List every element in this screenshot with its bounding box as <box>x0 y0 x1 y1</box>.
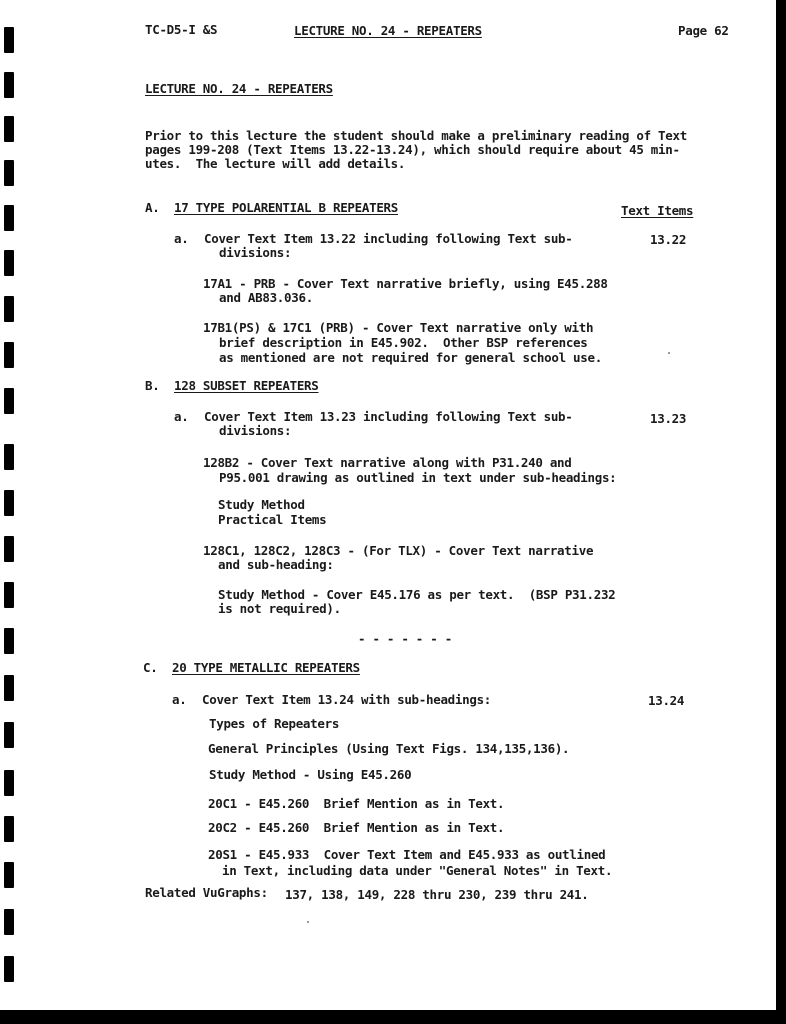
item-line: divisions: <box>219 245 292 260</box>
punch-hole <box>4 296 14 322</box>
section-letter: A. <box>145 200 160 215</box>
text-item-ref: 13.22 <box>650 232 687 247</box>
intro-line: utes. The lecture will add details. <box>145 156 406 171</box>
block-line: Practical Items <box>218 512 327 527</box>
section-heading: 17 TYPE POLARENTIAL B REPEATERS <box>174 200 398 215</box>
scan-border-right <box>776 0 786 1024</box>
block-line: brief description in E45.902. Other BSP references <box>219 335 588 350</box>
text-item-ref: 13.24 <box>648 693 685 708</box>
block-line: 17A1 - PRB - Cover Text narrative briefly, using E45.288 <box>203 276 608 291</box>
punch-hole <box>4 388 14 414</box>
section-letter: C. <box>143 660 158 675</box>
punch-hole <box>4 250 14 276</box>
punch-hole <box>4 628 14 654</box>
punch-hole <box>4 27 14 53</box>
block-line: is not required). <box>218 601 341 616</box>
punch-hole <box>4 675 14 701</box>
punch-hole <box>4 116 14 142</box>
block-line: P95.001 drawing as outlined in text under sub-headings: <box>219 470 617 485</box>
page-number: Page 62 <box>678 23 729 38</box>
block-line: and sub-heading: <box>218 557 334 572</box>
related-vugraphs-label: Related VuGraphs: <box>145 885 268 900</box>
lecture-title: LECTURE NO. 24 - REPEATERS <box>145 81 333 96</box>
block-line: Types of Repeaters <box>209 716 340 731</box>
section-separator: - - - - - - - <box>358 631 452 646</box>
text-item-ref: 13.23 <box>650 411 687 426</box>
punch-hole <box>4 862 14 888</box>
punch-hole <box>4 536 14 562</box>
punch-hole <box>4 342 14 368</box>
punch-hole <box>4 205 14 231</box>
block-line: in Text, including data under "General Notes" in Text. <box>222 863 613 878</box>
block-line: 128B2 - Cover Text narrative along with P31.240 and <box>203 455 572 470</box>
block-line: and AB83.036. <box>219 290 313 305</box>
block-line: 17B1(PS) & 17C1 (PRB) - Cover Text narrative only with <box>203 320 594 335</box>
item-label: a. <box>174 409 189 424</box>
item-label: a. <box>172 692 187 707</box>
related-vugraphs-value: 137, 138, 149, 228 thru 230, 239 thru 241. <box>285 887 589 902</box>
punch-hole <box>4 160 14 186</box>
item-line: Cover Text Item 13.23 including following Text sub- <box>204 409 573 424</box>
item-line: divisions: <box>219 423 292 438</box>
item-line: Cover Text Item 13.24 with sub-headings: <box>202 692 492 707</box>
block-line: 20C1 - E45.260 Brief Mention as in Text. <box>208 796 505 811</box>
header-title: LECTURE NO. 24 - REPEATERS <box>294 23 482 38</box>
text-items-heading: Text Items <box>621 203 694 218</box>
section-letter: B. <box>145 378 160 393</box>
punch-hole <box>4 444 14 470</box>
header-left-code: TC-D5-I &S <box>145 22 218 37</box>
punch-hole <box>4 770 14 796</box>
scan-speck <box>668 352 670 354</box>
block-line: Study Method <box>218 497 305 512</box>
punch-hole <box>4 582 14 608</box>
intro-line: pages 199-208 (Text Items 13.22-13.24), which should require about 45 min- <box>145 142 680 157</box>
item-label: a. <box>174 231 189 246</box>
block-line: Study Method - Cover E45.176 as per text. (BSP P31.232 <box>218 587 616 602</box>
intro-line: Prior to this lecture the student should make a preliminary reading of Text <box>145 128 687 143</box>
scan-speck <box>307 921 309 923</box>
punch-hole <box>4 722 14 748</box>
item-line: Cover Text Item 13.22 including following Text sub- <box>204 231 573 246</box>
punch-hole <box>4 72 14 98</box>
block-line: as mentioned are not required for general school use. <box>219 350 602 365</box>
punch-hole <box>4 490 14 516</box>
block-line: Study Method - Using E45.260 <box>209 767 412 782</box>
punch-hole <box>4 816 14 842</box>
scan-border-bottom <box>0 1010 786 1024</box>
punch-hole <box>4 956 14 982</box>
section-heading: 20 TYPE METALLIC REPEATERS <box>172 660 360 675</box>
block-line: 128C1, 128C2, 128C3 - (For TLX) - Cover Text narrative <box>203 543 594 558</box>
block-line: 20S1 - E45.933 Cover Text Item and E45.933 as outlined <box>208 847 606 862</box>
block-line: General Principles (Using Text Figs. 134,135,136). <box>208 741 570 756</box>
section-heading: 128 SUBSET REPEATERS <box>174 378 319 393</box>
punch-hole <box>4 909 14 935</box>
block-line: 20C2 - E45.260 Brief Mention as in Text. <box>208 820 505 835</box>
